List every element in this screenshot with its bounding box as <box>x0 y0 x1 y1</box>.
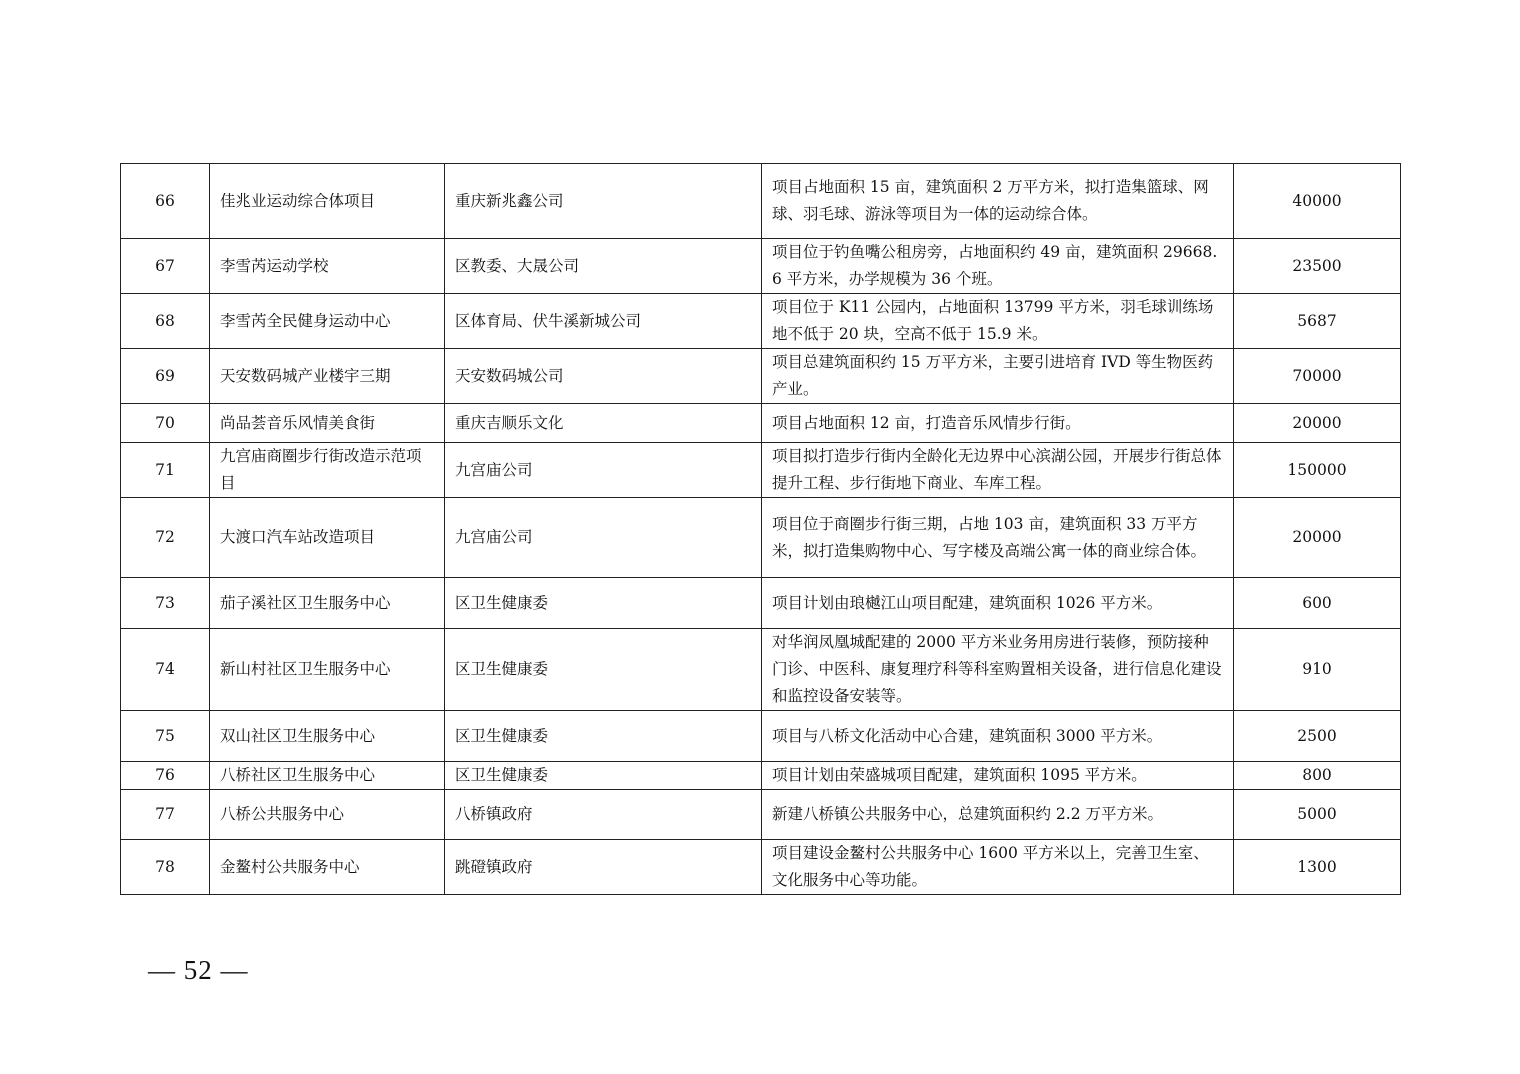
responsible-unit: 区卫生健康委 <box>445 711 762 762</box>
investment-amount: 40000 <box>1234 164 1401 239</box>
project-description: 新建八桥镇公共服务中心，总建筑面积约 2.2 万平方米。 <box>762 790 1234 840</box>
responsible-unit: 区卫生健康委 <box>445 578 762 629</box>
row-number: 67 <box>121 239 210 294</box>
responsible-unit: 区体育局、伏牛溪新城公司 <box>445 294 762 349</box>
table-row <box>121 578 1401 629</box>
responsible-unit: 区教委、大晟公司 <box>445 239 762 294</box>
responsible-unit: 区卫生健康委 <box>445 762 762 790</box>
table-row <box>121 404 1401 443</box>
page-number: — 52 — <box>148 955 249 985</box>
row-number: 77 <box>121 790 210 840</box>
project-description: 项目拟打造步行街内全龄化无边界中心滨湖公园，开展步行街总体提升工程、步行街地下商业、车库工程。 <box>762 443 1234 498</box>
investment-amount: 23500 <box>1234 239 1401 294</box>
table-row <box>121 239 1401 294</box>
investment-amount: 70000 <box>1234 349 1401 404</box>
investment-amount: 5687 <box>1234 294 1401 349</box>
row-number: 74 <box>121 629 210 711</box>
project-name: 双山社区卫生服务中心 <box>210 711 445 762</box>
investment-amount: 600 <box>1234 578 1401 629</box>
project-description: 项目计划由琅樾江山项目配建，建筑面积 1026 平方米。 <box>762 578 1234 629</box>
table-row <box>121 762 1401 790</box>
project-description: 项目计划由荣盛城项目配建，建筑面积 1095 平方米。 <box>762 762 1234 790</box>
project-name: 李雪芮运动学校 <box>210 239 445 294</box>
row-number: 69 <box>121 349 210 404</box>
row-number: 70 <box>121 404 210 443</box>
project-name: 佳兆业运动综合体项目 <box>210 164 445 239</box>
project-table <box>120 163 1401 895</box>
investment-amount: 800 <box>1234 762 1401 790</box>
investment-amount: 20000 <box>1234 404 1401 443</box>
project-name: 李雪芮全民健身运动中心 <box>210 294 445 349</box>
project-name: 金鳌村公共服务中心 <box>210 840 445 895</box>
responsible-unit: 重庆新兆鑫公司 <box>445 164 762 239</box>
investment-amount: 20000 <box>1234 498 1401 578</box>
row-number: 73 <box>121 578 210 629</box>
project-description: 项目位于商圈步行街三期，占地 103 亩，建筑面积 33 万平方米，拟打造集购物中心、写字楼及高端公寓一体的商业综合体。 <box>762 498 1234 578</box>
responsible-unit: 九宫庙公司 <box>445 443 762 498</box>
project-description: 项目总建筑面积约 15 万平方米，主要引进培育 IVD 等生物医药产业。 <box>762 349 1234 404</box>
row-number: 76 <box>121 762 210 790</box>
project-description: 对华润凤凰城配建的 2000 平方米业务用房进行装修，预防接种门诊、中医科、康复理疗科等科室购置相关设备，进行信息化建设和监控设备安装等。 <box>762 629 1234 711</box>
project-description: 项目位于 K11 公园内，占地面积 13799 平方米，羽毛球训练场地不低于 20 块，空高不低于 15.9 米。 <box>762 294 1234 349</box>
row-number: 72 <box>121 498 210 578</box>
project-name: 天安数码城产业楼宇三期 <box>210 349 445 404</box>
table-row <box>121 349 1401 404</box>
project-name: 茄子溪社区卫生服务中心 <box>210 578 445 629</box>
project-description: 项目占地面积 12 亩，打造音乐风情步行街。 <box>762 404 1234 443</box>
project-name: 九宫庙商圈步行街改造示范项目 <box>210 443 445 498</box>
investment-amount: 2500 <box>1234 711 1401 762</box>
project-description: 项目占地面积 15 亩，建筑面积 2 万平方米，拟打造集篮球、网球、羽毛球、游泳等项目为一体的运动综合体。 <box>762 164 1234 239</box>
table-row <box>121 443 1401 498</box>
table-row <box>121 790 1401 840</box>
investment-amount: 5000 <box>1234 790 1401 840</box>
row-number: 68 <box>121 294 210 349</box>
investment-amount: 1300 <box>1234 840 1401 895</box>
project-description: 项目位于钓鱼嘴公租房旁，占地面积约 49 亩，建筑面积 29668.6 平方米，办学规模为 36 个班。 <box>762 239 1234 294</box>
project-description: 项目与八桥文化活动中心合建，建筑面积 3000 平方米。 <box>762 711 1234 762</box>
project-name: 大渡口汽车站改造项目 <box>210 498 445 578</box>
investment-amount: 910 <box>1234 629 1401 711</box>
responsible-unit: 重庆吉顺乐文化 <box>445 404 762 443</box>
table-row <box>121 629 1401 711</box>
row-number: 75 <box>121 711 210 762</box>
investment-amount: 150000 <box>1234 443 1401 498</box>
table-row <box>121 164 1401 239</box>
responsible-unit: 跳磴镇政府 <box>445 840 762 895</box>
project-name: 尚品荟音乐风情美食街 <box>210 404 445 443</box>
responsible-unit: 九宫庙公司 <box>445 498 762 578</box>
row-number: 66 <box>121 164 210 239</box>
project-name: 八桥公共服务中心 <box>210 790 445 840</box>
table-row <box>121 294 1401 349</box>
table-row <box>121 840 1401 895</box>
responsible-unit: 天安数码城公司 <box>445 349 762 404</box>
row-number: 78 <box>121 840 210 895</box>
table-row <box>121 711 1401 762</box>
project-name: 八桥社区卫生服务中心 <box>210 762 445 790</box>
row-number: 71 <box>121 443 210 498</box>
project-name: 新山村社区卫生服务中心 <box>210 629 445 711</box>
table-row <box>121 498 1401 578</box>
responsible-unit: 区卫生健康委 <box>445 629 762 711</box>
responsible-unit: 八桥镇政府 <box>445 790 762 840</box>
project-description: 项目建设金鳌村公共服务中心 1600 平方米以上，完善卫生室、文化服务中心等功能。 <box>762 840 1234 895</box>
